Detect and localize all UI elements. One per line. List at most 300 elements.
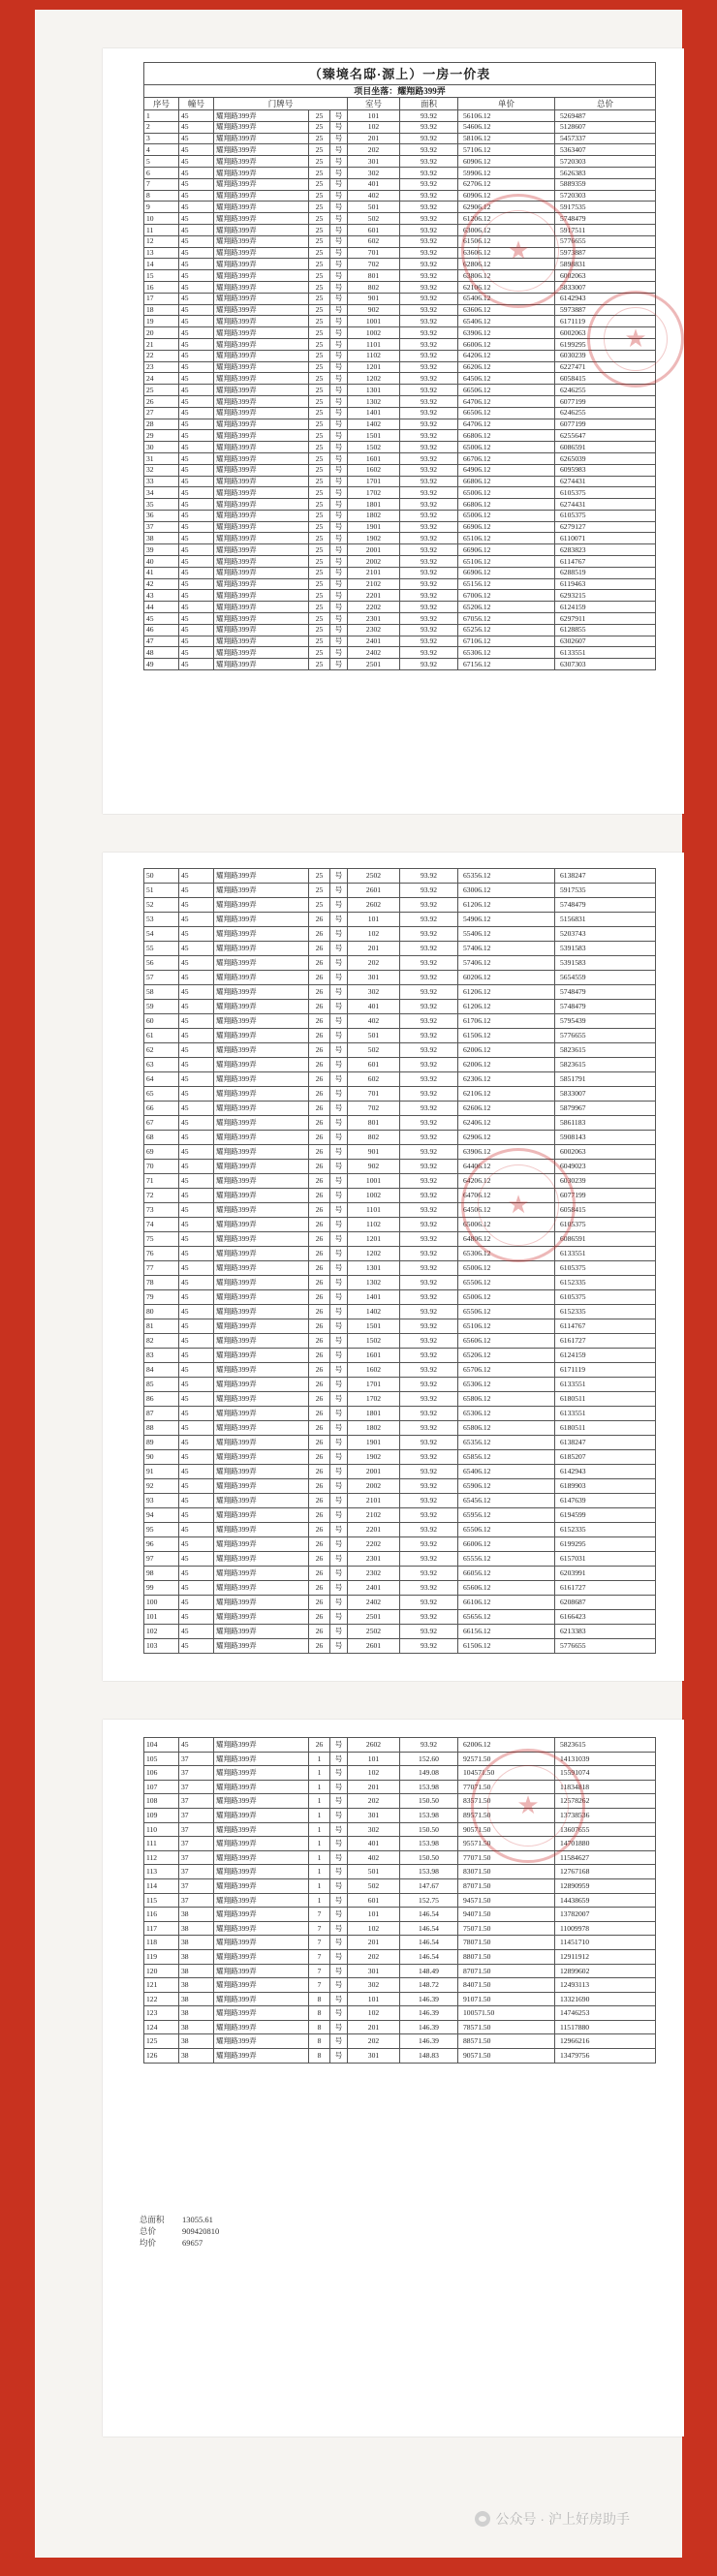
cell-room: 1101	[348, 338, 400, 350]
cell-house-no: 25	[309, 613, 330, 625]
cell-unit-price: 61506.12	[458, 1029, 555, 1043]
cell-no: 96	[144, 1537, 179, 1552]
cell-area: 93.92	[400, 1232, 458, 1247]
cell-hao: 号	[330, 1247, 348, 1261]
cell-unit-price: 65606.12	[458, 1581, 555, 1596]
cell-hao: 号	[330, 121, 348, 133]
cell-room: 2202	[348, 602, 400, 613]
cell-street: 耀翔路399弄	[214, 1276, 309, 1290]
cell-building: 45	[179, 1058, 214, 1072]
cell-hao: 号	[330, 316, 348, 327]
table-row	[144, 327, 656, 339]
cell-building: 45	[179, 1465, 214, 1479]
cell-house-no: 26	[309, 1305, 330, 1319]
cell-building: 45	[179, 361, 214, 373]
cell-street: 耀翔路399弄	[214, 247, 309, 259]
table-row	[144, 544, 656, 556]
cell-no: 45	[144, 613, 179, 625]
cell-house-no: 25	[309, 544, 330, 556]
cell-no: 38	[144, 533, 179, 544]
table-row	[144, 956, 656, 971]
cell-building: 45	[179, 1523, 214, 1537]
cell-no: 111	[144, 1837, 179, 1851]
cell-area: 93.92	[400, 1407, 458, 1421]
cell-hao: 号	[330, 1850, 348, 1865]
cell-total-price: 12493113	[555, 1978, 656, 1993]
cell-unit-price: 64706.12	[458, 419, 555, 430]
cell-unit-price: 62106.12	[458, 281, 555, 293]
cell-street: 耀翔路399弄	[214, 1766, 309, 1781]
cell-building: 45	[179, 578, 214, 590]
cell-street: 耀翔路399弄	[214, 1752, 309, 1766]
cell-house-no: 26	[309, 1247, 330, 1261]
cell-area: 93.92	[400, 110, 458, 122]
cell-area: 93.92	[400, 590, 458, 602]
cell-hao: 号	[330, 985, 348, 1000]
cell-total-price: 5391583	[555, 942, 656, 956]
cell-house-no: 26	[309, 1261, 330, 1276]
cell-building: 45	[179, 338, 214, 350]
cell-street: 耀翔路399弄	[214, 590, 309, 602]
cell-building: 45	[179, 613, 214, 625]
cell-unit-price: 64406.12	[458, 1160, 555, 1174]
cell-total-price: 11834818	[555, 1780, 656, 1794]
cell-building: 45	[179, 464, 214, 476]
cell-hao: 号	[330, 213, 348, 225]
cell-building: 45	[179, 1218, 214, 1232]
cell-area: 93.92	[400, 259, 458, 270]
cell-area: 93.92	[400, 521, 458, 533]
cell-hao: 号	[330, 224, 348, 235]
cell-building: 45	[179, 1450, 214, 1465]
cell-building: 45	[179, 167, 214, 178]
cell-hao: 号	[330, 133, 348, 144]
cell-house-no: 26	[309, 985, 330, 1000]
cell-no: 13	[144, 247, 179, 259]
cell-house-no: 25	[309, 884, 330, 898]
cell-room: 602	[348, 235, 400, 247]
cell-total-price: 6095983	[555, 464, 656, 476]
cell-no: 9	[144, 202, 179, 213]
cell-no: 6	[144, 167, 179, 178]
cell-house-no: 26	[309, 1363, 330, 1378]
cell-unit-price: 66156.12	[458, 1625, 555, 1639]
cell-street: 耀翔路399弄	[214, 202, 309, 213]
cell-area: 93.92	[400, 1479, 458, 1494]
cell-no: 58	[144, 985, 179, 1000]
cell-street: 耀翔路399弄	[214, 927, 309, 942]
cell-hao: 号	[330, 1450, 348, 1465]
cell-house-no: 25	[309, 533, 330, 544]
cell-street: 耀翔路399弄	[214, 1305, 309, 1319]
table-row	[144, 133, 656, 144]
cell-street: 耀翔路399弄	[214, 1203, 309, 1218]
cell-house-no: 25	[309, 144, 330, 156]
cell-area: 93.92	[400, 327, 458, 339]
table-row	[144, 1921, 656, 1936]
cell-area: 93.92	[400, 636, 458, 647]
cell-house-no: 25	[309, 259, 330, 270]
cell-room: 2602	[348, 1738, 400, 1753]
table-row	[144, 1494, 656, 1508]
cell-building: 45	[179, 624, 214, 636]
cell-total-price: 5833007	[555, 281, 656, 293]
cell-area: 93.92	[400, 1581, 458, 1596]
cell-hao: 号	[330, 1865, 348, 1879]
cell-building: 45	[179, 144, 214, 156]
cell-room: 402	[348, 190, 400, 202]
cell-unit-price: 63806.12	[458, 270, 555, 282]
cell-area: 93.92	[400, 144, 458, 156]
cell-area: 93.92	[400, 487, 458, 499]
cell-house-no: 26	[309, 1276, 330, 1290]
cell-house-no: 25	[309, 898, 330, 913]
cell-room: 1601	[348, 452, 400, 464]
cell-area: 148.83	[400, 2049, 458, 2064]
table-row	[144, 869, 656, 884]
cell-street: 耀翔路399弄	[214, 510, 309, 521]
cell-house-no: 26	[309, 1450, 330, 1465]
cell-building: 45	[179, 224, 214, 235]
table-row	[144, 1625, 656, 1639]
cell-room: 2502	[348, 869, 400, 884]
cell-room: 301	[348, 156, 400, 168]
cell-unit-price: 90571.50	[458, 2049, 555, 2064]
cell-no: 68	[144, 1131, 179, 1145]
cell-unit-price: 64806.12	[458, 1232, 555, 1247]
cell-unit-price: 57106.12	[458, 144, 555, 156]
table-row	[144, 338, 656, 350]
cell-area: 93.92	[400, 533, 458, 544]
cell-area: 147.67	[400, 1878, 458, 1893]
cell-unit-price: 78571.50	[458, 2020, 555, 2034]
cell-unit-price: 65006.12	[458, 1218, 555, 1232]
cell-no: 118	[144, 1936, 179, 1950]
cell-room: 901	[348, 293, 400, 304]
cell-area: 153.98	[400, 1808, 458, 1822]
cell-no: 8	[144, 190, 179, 202]
cell-no: 22	[144, 350, 179, 361]
table-row	[144, 1014, 656, 1029]
cell-room: 502	[348, 1878, 400, 1893]
cell-hao: 号	[330, 1766, 348, 1781]
cell-room: 202	[348, 2034, 400, 2049]
cell-area: 93.92	[400, 1625, 458, 1639]
cell-street: 耀翔路399弄	[214, 1450, 309, 1465]
table-row	[144, 556, 656, 568]
cell-total-price: 12767168	[555, 1865, 656, 1879]
cell-total-price: 6199295	[555, 338, 656, 350]
cell-unit-price: 64506.12	[458, 373, 555, 385]
cell-house-no: 26	[309, 1087, 330, 1102]
cell-house-no: 26	[309, 1639, 330, 1654]
cell-room: 2402	[348, 647, 400, 659]
cell-building: 45	[179, 659, 214, 670]
cell-building: 45	[179, 1261, 214, 1276]
cell-house-no: 25	[309, 430, 330, 442]
cell-room: 801	[348, 270, 400, 282]
cell-hao: 号	[330, 373, 348, 385]
cell-room: 1901	[348, 521, 400, 533]
cell-no: 104	[144, 1738, 179, 1753]
cell-hao: 号	[330, 898, 348, 913]
header-room: 室号	[348, 98, 400, 110]
cell-unit-price: 65306.12	[458, 1407, 555, 1421]
cell-room: 201	[348, 2020, 400, 2034]
cell-area: 93.92	[400, 1145, 458, 1160]
cell-street: 耀翔路399弄	[214, 281, 309, 293]
cell-street: 耀翔路399弄	[214, 178, 309, 190]
cell-house-no: 25	[309, 636, 330, 647]
cell-street: 耀翔路399弄	[214, 1893, 309, 1908]
cell-unit-price: 62906.12	[458, 1131, 555, 1145]
cell-street: 耀翔路399弄	[214, 1552, 309, 1567]
cell-unit-price: 63006.12	[458, 224, 555, 235]
cell-unit-price: 62606.12	[458, 1102, 555, 1116]
cell-hao: 号	[330, 2049, 348, 2064]
cell-house-no: 1	[309, 1865, 330, 1879]
cell-unit-price: 77071.50	[458, 1850, 555, 1865]
cell-room: 201	[348, 1936, 400, 1950]
cell-no: 49	[144, 659, 179, 670]
cell-building: 45	[179, 1334, 214, 1349]
cell-hao: 号	[330, 419, 348, 430]
cell-hao: 号	[330, 1479, 348, 1494]
cell-hao: 号	[330, 1000, 348, 1014]
table-row	[144, 1978, 656, 1993]
cell-unit-price: 65506.12	[458, 1276, 555, 1290]
cell-total-price: 6142943	[555, 1465, 656, 1479]
cell-hao: 号	[330, 281, 348, 293]
cell-street: 耀翔路399弄	[214, 1407, 309, 1421]
cell-no: 75	[144, 1232, 179, 1247]
cell-street: 耀翔路399弄	[214, 1102, 309, 1116]
cell-street: 耀翔路399弄	[214, 1610, 309, 1625]
cell-unit-price: 62906.12	[458, 202, 555, 213]
cell-hao: 号	[330, 338, 348, 350]
cell-building: 45	[179, 247, 214, 259]
cell-room: 1502	[348, 442, 400, 453]
cell-hao: 号	[330, 1752, 348, 1766]
cell-room: 402	[348, 1850, 400, 1865]
table-row	[144, 419, 656, 430]
cell-hao: 号	[330, 556, 348, 568]
cell-area: 93.92	[400, 281, 458, 293]
cell-building: 45	[179, 647, 214, 659]
cell-no: 126	[144, 2049, 179, 2064]
cell-house-no: 26	[309, 1029, 330, 1043]
cell-total-price: 6058415	[555, 373, 656, 385]
table-row	[144, 1537, 656, 1552]
cell-no: 88	[144, 1421, 179, 1436]
cell-building: 45	[179, 1567, 214, 1581]
cell-total-price: 5748479	[555, 898, 656, 913]
cell-unit-price: 89571.50	[458, 1808, 555, 1822]
cell-hao: 号	[330, 1978, 348, 1993]
cell-street: 耀翔路399弄	[214, 884, 309, 898]
cell-area: 93.92	[400, 1029, 458, 1043]
red-seal-stamp	[461, 1148, 576, 1262]
cell-total-price: 5851791	[555, 1072, 656, 1087]
cell-total-price: 5748479	[555, 985, 656, 1000]
cell-building: 45	[179, 270, 214, 282]
cell-unit-price: 88071.50	[458, 1949, 555, 1964]
cell-unit-price: 64206.12	[458, 1174, 555, 1189]
table-row	[144, 1160, 656, 1174]
cell-area: 93.92	[400, 1058, 458, 1072]
cell-house-no: 26	[309, 1319, 330, 1334]
cell-total-price: 6288519	[555, 567, 656, 578]
cell-room: 702	[348, 1102, 400, 1116]
wechat-icon	[475, 2511, 490, 2527]
cell-room: 601	[348, 224, 400, 235]
cell-unit-price: 67106.12	[458, 636, 555, 647]
cell-house-no: 25	[309, 869, 330, 884]
cell-room: 201	[348, 942, 400, 956]
cell-building: 45	[179, 1610, 214, 1625]
cell-street: 耀翔路399弄	[214, 985, 309, 1000]
cell-hao: 号	[330, 487, 348, 499]
cell-street: 耀翔路399弄	[214, 361, 309, 373]
cell-street: 耀翔路399弄	[214, 167, 309, 178]
cell-unit-price: 65256.12	[458, 624, 555, 636]
cell-area: 149.08	[400, 1766, 458, 1781]
cell-street: 耀翔路399弄	[214, 419, 309, 430]
cell-hao: 号	[330, 1552, 348, 1567]
cell-hao: 号	[330, 1378, 348, 1392]
cell-total-price: 5823615	[555, 1058, 656, 1072]
cell-street: 耀翔路399弄	[214, 235, 309, 247]
cell-hao: 号	[330, 1189, 348, 1203]
cell-area: 93.92	[400, 419, 458, 430]
cell-room: 1101	[348, 1203, 400, 1218]
header-building: 幢号	[179, 98, 214, 110]
cell-house-no: 26	[309, 1508, 330, 1523]
cell-hao: 号	[330, 167, 348, 178]
cell-total-price: 11009978	[555, 1921, 656, 1936]
cell-total-price: 6105375	[555, 487, 656, 499]
cell-building: 45	[179, 452, 214, 464]
cell-hao: 号	[330, 956, 348, 971]
cell-no: 43	[144, 590, 179, 602]
table-row	[144, 385, 656, 396]
cell-hao: 号	[330, 1145, 348, 1160]
cell-building: 45	[179, 190, 214, 202]
cell-no: 55	[144, 942, 179, 956]
cell-building: 45	[179, 1392, 214, 1407]
cell-street: 耀翔路399弄	[214, 956, 309, 971]
table-row	[144, 190, 656, 202]
cell-no: 89	[144, 1436, 179, 1450]
cell-street: 耀翔路399弄	[214, 1232, 309, 1247]
cell-area: 146.54	[400, 1949, 458, 1964]
cell-street: 耀翔路399弄	[214, 1261, 309, 1276]
cell-no: 71	[144, 1174, 179, 1189]
cell-room: 2401	[348, 1581, 400, 1596]
cell-unit-price: 66006.12	[458, 338, 555, 350]
cell-total-price: 6199295	[555, 1537, 656, 1552]
cell-house-no: 25	[309, 373, 330, 385]
cell-building: 38	[179, 1978, 214, 1993]
cell-room: 1001	[348, 1174, 400, 1189]
cell-total-price: 6133551	[555, 1378, 656, 1392]
price-table-2	[143, 868, 656, 1654]
cell-total-price: 6293215	[555, 590, 656, 602]
cell-house-no: 25	[309, 350, 330, 361]
cell-total-price: 5626383	[555, 167, 656, 178]
cell-room: 201	[348, 1780, 400, 1794]
cell-street: 耀翔路399弄	[214, 1850, 309, 1865]
cell-building: 45	[179, 1131, 214, 1145]
cell-area: 93.92	[400, 1290, 458, 1305]
cell-area: 93.92	[400, 190, 458, 202]
cell-building: 45	[179, 293, 214, 304]
cell-area: 93.92	[400, 133, 458, 144]
cell-no: 76	[144, 1247, 179, 1261]
table-row	[144, 259, 656, 270]
table-row	[144, 487, 656, 499]
cell-room: 2501	[348, 659, 400, 670]
cell-room: 1401	[348, 1290, 400, 1305]
cell-house-no: 26	[309, 1232, 330, 1247]
cell-house-no: 25	[309, 385, 330, 396]
cell-room: 902	[348, 304, 400, 316]
table-row	[144, 1610, 656, 1625]
cell-total-price: 13479756	[555, 2049, 656, 2064]
cell-no: 64	[144, 1072, 179, 1087]
cell-room: 601	[348, 1893, 400, 1908]
cell-no: 103	[144, 1639, 179, 1654]
cell-hao: 号	[330, 144, 348, 156]
cell-street: 耀翔路399弄	[214, 133, 309, 144]
cell-area: 93.92	[400, 1537, 458, 1552]
cell-total-price: 5654559	[555, 971, 656, 985]
cell-building: 45	[179, 1436, 214, 1450]
cell-room: 302	[348, 1978, 400, 1993]
cell-street: 耀翔路399弄	[214, 1043, 309, 1058]
cell-house-no: 1	[309, 1780, 330, 1794]
cell-building: 45	[179, 590, 214, 602]
cell-building: 45	[179, 1043, 214, 1058]
cell-no: 36	[144, 510, 179, 521]
cell-area: 93.92	[400, 927, 458, 942]
cell-total-price: 6171119	[555, 1363, 656, 1378]
cell-total-price: 6114767	[555, 1319, 656, 1334]
cell-building: 45	[179, 1738, 214, 1753]
cell-building: 37	[179, 1780, 214, 1794]
cell-building: 45	[179, 1029, 214, 1043]
cell-hao: 号	[330, 1893, 348, 1908]
cell-building: 45	[179, 350, 214, 361]
cell-house-no: 25	[309, 521, 330, 533]
cell-no: 99	[144, 1581, 179, 1596]
cell-no: 34	[144, 487, 179, 499]
cell-building: 45	[179, 385, 214, 396]
cell-house-no: 25	[309, 133, 330, 144]
cell-total-price: 5917535	[555, 202, 656, 213]
table-row	[144, 121, 656, 133]
cell-unit-price: 62006.12	[458, 1043, 555, 1058]
cell-room: 2302	[348, 624, 400, 636]
cell-house-no: 7	[309, 1908, 330, 1922]
table-row	[144, 281, 656, 293]
cell-hao: 号	[330, 1261, 348, 1276]
cell-total-price: 15591074	[555, 1766, 656, 1781]
cell-unit-price: 62306.12	[458, 1072, 555, 1087]
cell-building: 45	[179, 927, 214, 942]
cell-building: 38	[179, 1992, 214, 2006]
cell-building: 45	[179, 971, 214, 985]
